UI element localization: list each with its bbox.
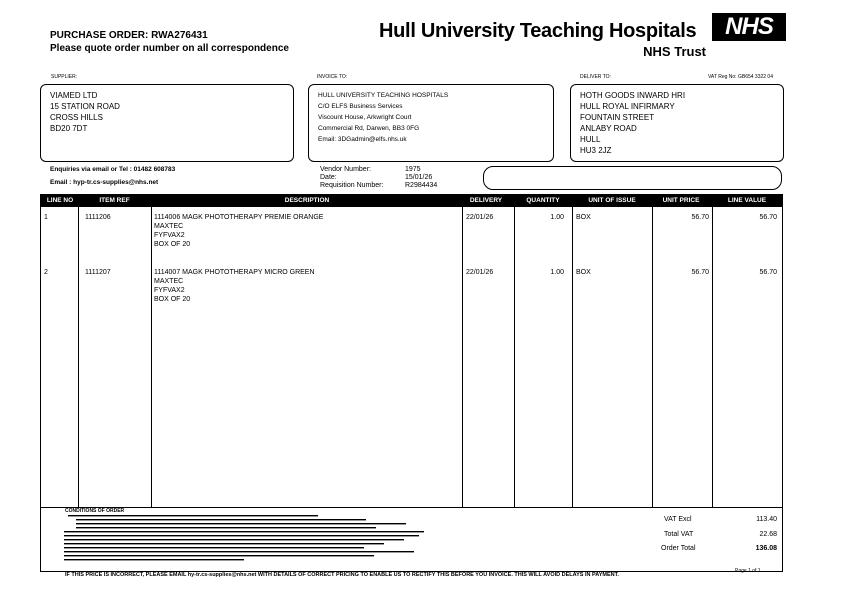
invoice-line: C/O ELFS Business Services: [318, 103, 403, 110]
supplier-line: CROSS HILLS: [50, 113, 103, 122]
requisition-value: R2984434: [405, 182, 438, 189]
invoice-to-label: INVOICE TO:: [317, 74, 348, 80]
col-divider: [514, 207, 515, 507]
desc-line: 1114007 MAGK PHOTOTHERAPY MICRO GREEN: [154, 269, 315, 276]
invoice-line: HULL UNIVERSITY TEACHING HOSPITALS: [318, 92, 449, 99]
deliver-to-label: DELIVER TO:: [580, 74, 611, 80]
deliver-line: HULL ROYAL INFIRMARY: [580, 102, 675, 111]
supplier-label: SUPPLIER:: [51, 74, 78, 80]
invoice-address: [318, 90, 448, 145]
col-divider: [462, 207, 463, 507]
table-header: [40, 194, 783, 207]
supplier-line: BD20 7DT: [50, 124, 88, 133]
row-line-value: 56.70: [759, 214, 777, 221]
desc-line: FYFVAX2: [154, 232, 185, 239]
row-description: [154, 213, 323, 249]
date-label: Date:: [320, 174, 337, 181]
row-delivery: 22/01/26: [466, 269, 494, 276]
col-line-value: LINE VALUE: [727, 197, 767, 204]
footer-note: IF THIS PRICE IS INCORRECT, PLEASE EMAIL hy-tr.cs-supplies@nhs.net WITH DETAILS OF CORRECT PRICING TO ENABLE US TO RECTIFY THIS BEFORE YOU INVOICE. THIS WILL AVOID DELAYS IN PAYMENT.: [65, 572, 619, 578]
order-total-value: 136.08: [755, 545, 777, 552]
vendor-values: [405, 166, 437, 190]
row-unit-price: 56.70: [691, 269, 709, 276]
nhs-logo: NHS: [712, 13, 786, 41]
row-unit-price: 56.70: [691, 214, 709, 221]
date-value: 15/01/26: [405, 174, 433, 181]
vendor-labels: [320, 166, 383, 190]
deliver-line: HULL: [580, 135, 601, 144]
vendor-number-label: Vendor Number:: [320, 166, 371, 173]
col-divider: [78, 207, 79, 507]
invoice-line: Commercial Rd, Darwen, BB3 0FG: [318, 125, 420, 132]
desc-line: MAXTEC: [154, 223, 184, 230]
vendor-number-value: 1975: [405, 166, 421, 173]
enquiries-phone: Enquiries via email or Tel : 01482 608783: [50, 166, 176, 173]
row-unit-of-issue: BOX: [576, 269, 591, 276]
invoice-line: Email: 3DGadmin@elfs.nhs.uk: [318, 136, 407, 143]
desc-line: MAXTEC: [154, 278, 184, 285]
invoice-to-box: [308, 84, 554, 162]
po-title: PURCHASE ORDER: RWA276431: [50, 30, 208, 41]
supplier-box: [40, 84, 294, 162]
table-bottom-rule: [40, 507, 782, 508]
requisition-label: Requisition Number:: [320, 182, 384, 189]
col-delivery: DELIVERY: [469, 197, 503, 204]
vat-excl-label: VAT Excl: [664, 516, 692, 523]
col-quantity: QUANTITY: [526, 197, 560, 204]
col-line-no: LINE NO: [46, 197, 74, 204]
org-trust: NHS Trust: [643, 44, 706, 59]
supplier-address: [50, 90, 120, 134]
row-quantity: 1.00: [550, 269, 564, 276]
po-subtitle: Please quote order number on all correspondence: [50, 43, 289, 54]
col-unit-price: UNIT PRICE: [662, 197, 700, 204]
row-line-value: 56.70: [759, 269, 777, 276]
enquiries-email: Email : hyp-tr.cs-supplies@nhs.net: [50, 179, 159, 186]
col-divider: [652, 207, 653, 507]
reference-box: [483, 166, 782, 190]
row-delivery: 22/01/26: [466, 214, 494, 221]
row-item-ref: 1111207: [85, 269, 111, 276]
desc-line: FYFVAX2: [154, 287, 185, 294]
supplier-line: 15 STATION ROAD: [50, 102, 120, 111]
col-unit-of-issue: UNIT OF ISSUE: [588, 197, 636, 204]
total-vat-label: Total VAT: [664, 531, 694, 538]
deliver-line: HU3 2JZ: [580, 146, 612, 155]
vat-reg: VAT Reg No: GB654 3322 04: [707, 74, 773, 80]
invoice-line: Viscount House, Arkwright Court: [318, 114, 412, 121]
page-number: Page 1 of 1: [735, 568, 761, 574]
row-item-ref: 1111206: [85, 214, 111, 221]
desc-line: BOX OF 20: [154, 296, 191, 303]
row-quantity: 1.00: [550, 214, 564, 221]
vat-excl-value: 113.40: [756, 516, 777, 523]
total-vat-value: 22.68: [759, 531, 777, 538]
col-description: DESCRIPTION: [284, 197, 330, 204]
col-divider: [712, 207, 713, 507]
col-divider: [572, 207, 573, 507]
deliver-line: HOTH GOODS INWARD HRI: [580, 91, 686, 100]
row-line-no: 1: [44, 214, 48, 221]
desc-line: BOX OF 20: [154, 241, 191, 248]
col-divider: [151, 207, 152, 507]
row-description: [154, 268, 315, 304]
row-unit-of-issue: BOX: [576, 214, 591, 221]
org-name: Hull University Teaching Hospitals: [379, 20, 697, 42]
col-item-ref: ITEM REF: [99, 197, 130, 204]
order-total-label: Order Total: [661, 545, 696, 552]
desc-line: 1114006 MAGK PHOTOTHERAPY PREMIE ORANGE: [154, 214, 324, 221]
conditions-fine-print: [62, 514, 442, 566]
deliver-to-box: [570, 84, 784, 162]
row-line-no: 2: [44, 269, 48, 276]
deliver-address: [580, 90, 685, 156]
conditions-title: CONDITIONS OF ORDER: [65, 508, 125, 514]
deliver-line: FOUNTAIN STREET: [580, 113, 655, 122]
deliver-line: ANLABY ROAD: [580, 124, 637, 133]
supplier-line: VIAMED LTD: [50, 91, 98, 100]
